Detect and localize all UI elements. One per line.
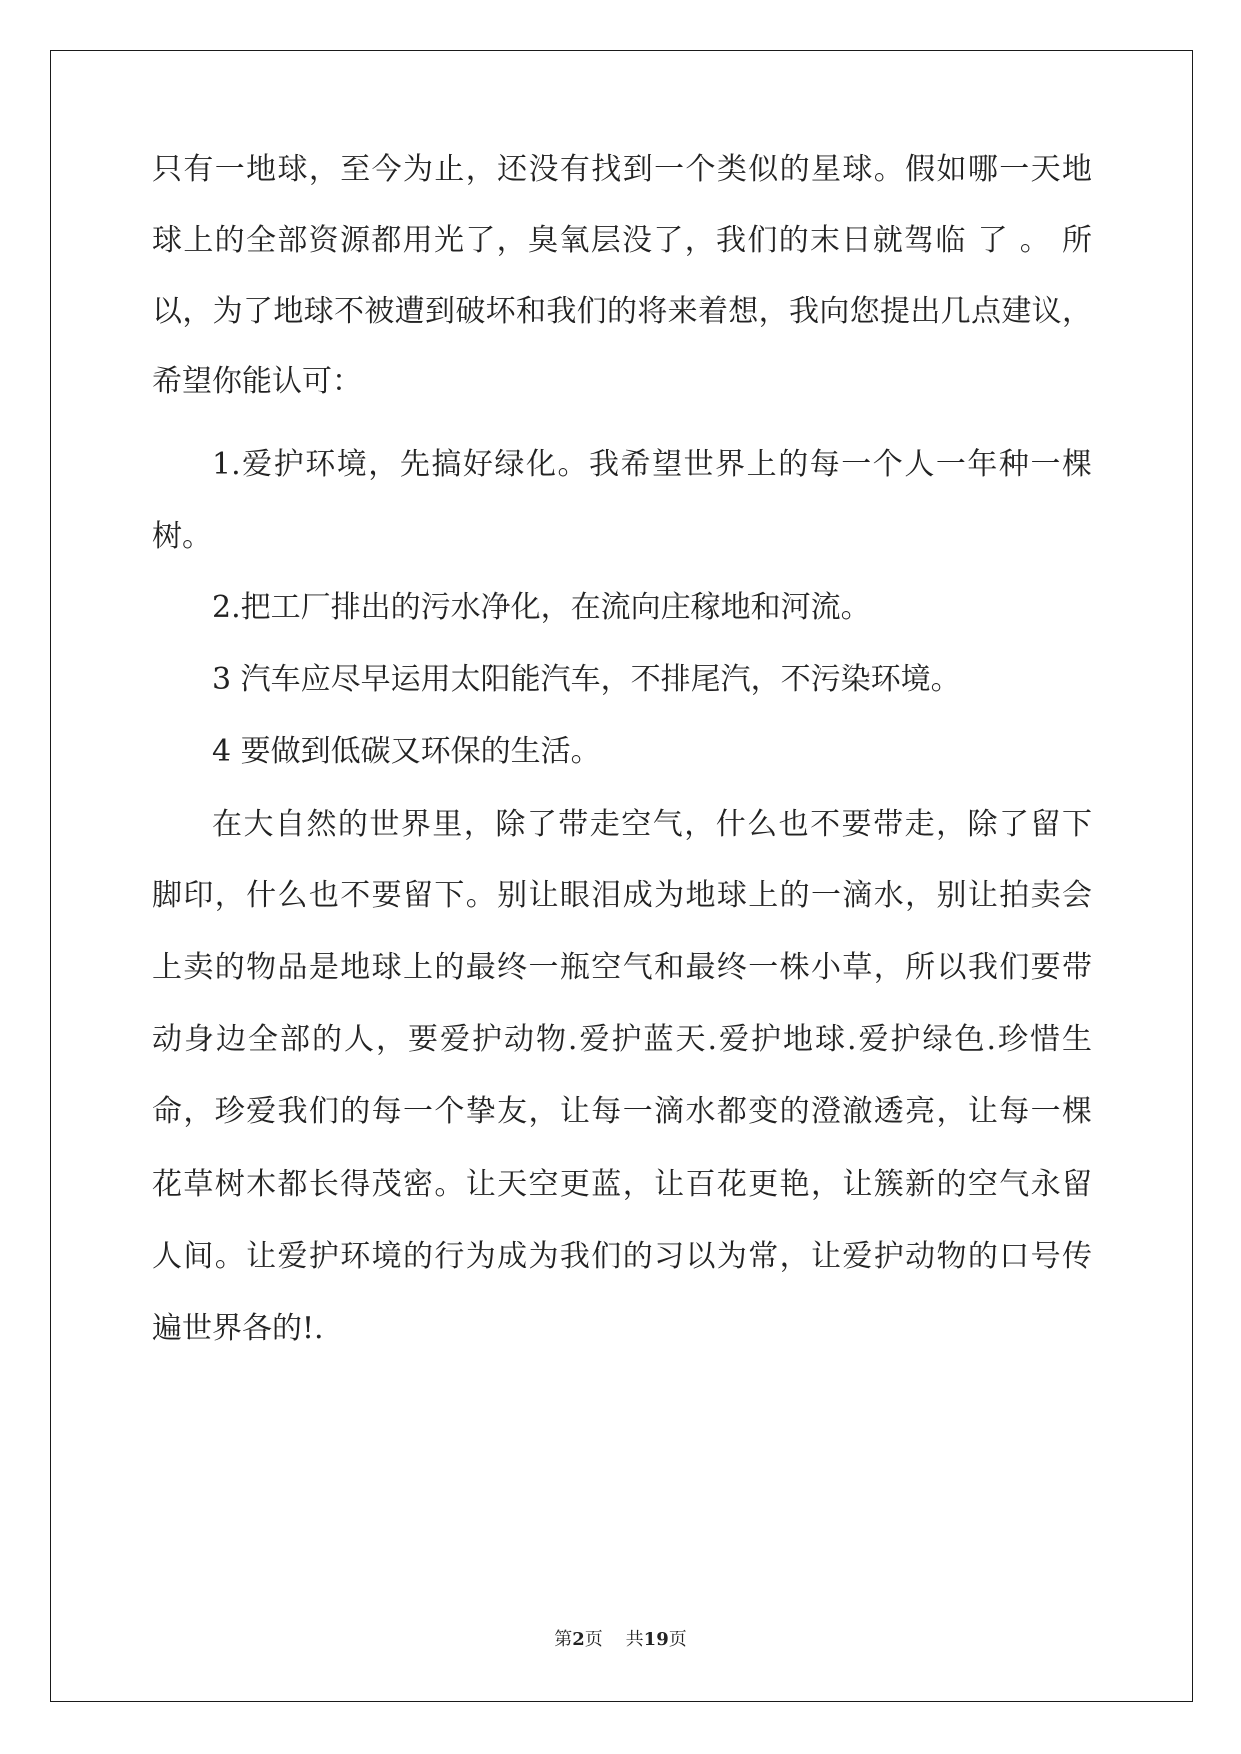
- text-line: 上卖的物品是地球上的最终一瓶空气和最终一株小草，所以我们要带: [152, 950, 1092, 985]
- text-line: 以，为了地球不被遭到破坏和我们的将来着想，我向您提出几点建议，: [152, 294, 1092, 329]
- text-line: 命，珍爱我们的每一个挚友，让每一滴水都变的澄澈透亮，让每一棵: [152, 1094, 1092, 1129]
- text-line: 树。: [152, 519, 212, 554]
- text-line: 只有一地球，至今为止，还没有找到一个类似的星球。假如哪一天地: [152, 152, 1092, 187]
- text-line: 遍世界各的!.: [152, 1311, 324, 1346]
- page-suffix: 页: [584, 1629, 603, 1650]
- list-item-3: 3 汽车应尽早运用太阳能汽车，不排尾汽，不污染环境。: [212, 662, 961, 697]
- paragraph-first-line: 在大自然的世界里，除了带走空气，什么也不要带走，除了留下: [212, 807, 1092, 842]
- total-suffix: 页: [668, 1629, 687, 1650]
- text-line: 脚印，什么也不要留下。别让眼泪成为地球上的一滴水，别让拍卖会: [152, 878, 1092, 913]
- page-footer: [0, 1628, 1241, 1652]
- list-item-2: 2.把工厂排出的污水净化，在流向庄稼地和河流。: [212, 590, 871, 625]
- list-item-1: 1.爱护环境，先搞好绿化。我希望世界上的每一个人一年种一棵: [212, 447, 1092, 482]
- page-prefix: 第: [554, 1629, 573, 1650]
- total-prefix: 共: [625, 1629, 644, 1650]
- text-line: 球上的全部资源都用光了，臭氧层没了，我们的末日就驾临 了 。 所: [152, 223, 1092, 258]
- text-line: 动身边全部的人，要爱护动物.爱护蓝天.爱护地球.爱护绿色.珍惜生: [152, 1022, 1092, 1057]
- page-number: 2: [572, 1629, 585, 1650]
- list-item-4: 4 要做到低碳又环保的生活。: [212, 734, 601, 769]
- text-line: 人间。让爱护环境的行为成为我们的习以为常，让爱护动物的口号传: [152, 1239, 1092, 1274]
- text-line: 希望你能认可：: [152, 364, 362, 399]
- total-pages: 19: [643, 1629, 669, 1650]
- text-line: 花草树木都长得茂密。让天空更蓝，让百花更艳，让簇新的空气永留: [152, 1167, 1092, 1202]
